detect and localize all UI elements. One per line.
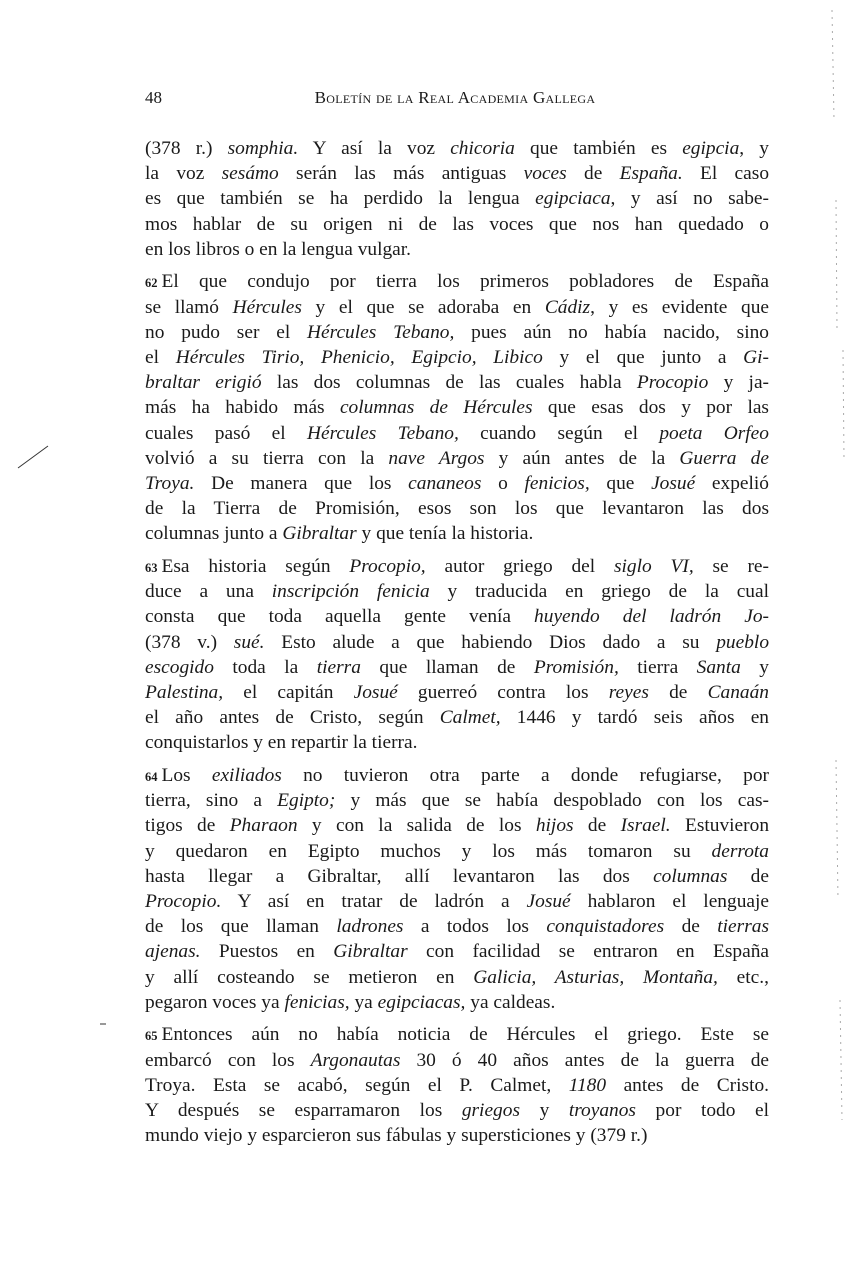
text-run: expelió [695, 472, 770, 494]
text-line [145, 630, 769, 655]
text-run: Puestos en [200, 941, 334, 963]
text-line [145, 730, 769, 755]
text-line [145, 813, 769, 838]
text-run: de [727, 865, 769, 887]
italic-text: ajenas. [145, 941, 201, 963]
text-run: El caso [682, 163, 770, 185]
text-run: y más que se había despoblado con los cas- [335, 790, 769, 812]
italic-text: chicoria [450, 138, 515, 159]
text-run: en los libros o en la lengua vulgar. [145, 238, 412, 260]
text-run: ya caldeas. [465, 991, 556, 1013]
italic-text: Galicia, Asturias, Montaña, [473, 966, 718, 988]
text-run: y con la salida de los [297, 815, 536, 837]
text-line [145, 839, 769, 864]
text-line [145, 212, 769, 237]
text-line [145, 1073, 769, 1098]
text-line [145, 370, 769, 395]
text-line [145, 471, 769, 496]
italic-text: pueblo [716, 631, 770, 653]
text-run: conquistarlos y en repartir la tierra. [145, 732, 418, 754]
text-run: que [589, 472, 652, 494]
text-run: de [566, 163, 620, 185]
text-run: no pudo ser el [145, 321, 308, 343]
text-run: etc., [717, 966, 769, 988]
italic-text: Egipto; [277, 790, 336, 812]
text-run: pegaron voces ya [145, 991, 285, 1013]
text-run: El que condujo por tierra los primeros pobladores de España [161, 271, 769, 293]
text-run: duce a una [145, 581, 272, 603]
italic-text: España. [619, 163, 683, 185]
italic-text: fenicias, [284, 991, 350, 1013]
text-run: y [520, 1099, 569, 1121]
italic-text: Procopio, [349, 556, 426, 577]
italic-text: hijos [535, 815, 574, 837]
text-line [145, 1098, 769, 1123]
italic-text: Israel. [620, 815, 671, 837]
text-run: pues aún no había nacido, sino [454, 321, 769, 343]
text-run: antes de Cristo. [606, 1074, 769, 1096]
italic-text: cananeos [408, 472, 482, 494]
text-run: 30 ó 40 años antes de la guerra de [400, 1049, 769, 1071]
text-run: consta que toda aquella gente venía [145, 606, 535, 628]
italic-text: Hércules Tebano, [307, 321, 455, 343]
scan-edge-speckle [832, 10, 844, 1120]
text-run: Los [161, 765, 212, 786]
text-run: y allí costeando se metieron en [145, 966, 474, 988]
text-line [145, 186, 769, 211]
italic-text: Cádiz [544, 296, 591, 318]
text-run: embarcó con los [145, 1049, 311, 1071]
text-run: el capitán [223, 681, 354, 703]
text-run: o [481, 472, 525, 494]
text-run: de la Tierra de Promisión, esos son los que levantaron las dos [145, 498, 769, 520]
paragraph-number: 62 [145, 276, 158, 291]
text-line [145, 521, 769, 546]
paragraph-number: 63 [145, 561, 158, 575]
text-line [145, 554, 769, 579]
italic-text: Procopio [636, 372, 709, 394]
italic-text: huyendo del ladrón Jo- [534, 606, 769, 628]
text-line [145, 320, 769, 345]
italic-text: somphia. [227, 138, 299, 159]
italic-text: troyanos [568, 1099, 636, 1121]
text-line [145, 1022, 769, 1047]
paragraph [145, 763, 769, 1015]
italic-text: Calmet, [439, 707, 501, 729]
italic-text: Pharaon [229, 815, 298, 837]
text-run: de los que llaman [145, 916, 337, 938]
text-run: De manera que los [194, 472, 409, 494]
italic-text: Hércules Tirio, Phenicio, Egipcio, Libico [175, 347, 543, 368]
text-line [145, 421, 769, 446]
text-run: (378 v.) [145, 631, 234, 653]
italic-text: sué. [233, 631, 265, 653]
text-line [145, 763, 769, 788]
text-run: Y así la voz [298, 138, 451, 159]
text-line [145, 914, 769, 939]
text-run: hasta llegar a Gibraltar, allí levantaron las dos [145, 865, 654, 887]
text-run: por todo el [635, 1099, 769, 1121]
text-line [145, 604, 769, 629]
italic-text: egipcia [682, 138, 740, 159]
italic-text: sesámo [221, 163, 279, 185]
text-run: toda la [213, 656, 317, 678]
text-line [145, 496, 769, 521]
text-line [145, 864, 769, 889]
italic-text: voces [523, 163, 567, 185]
pencil-mark [18, 446, 48, 468]
paragraph-number: 64 [145, 770, 158, 784]
italic-text: columnas de Hércules [339, 397, 533, 419]
text-run: guerreó contra los [397, 681, 609, 703]
text-run: serán las más antiguas [278, 163, 524, 185]
text-run: a todos los [403, 916, 547, 938]
italic-text: Santa [696, 656, 741, 678]
text-line [145, 446, 769, 471]
page-number: 48 [145, 88, 162, 107]
italic-text: Guerra de [679, 447, 769, 469]
italic-text: egipciacas, [377, 991, 466, 1013]
text-run: (378 r.) [145, 138, 228, 159]
italic-text: Josué [651, 472, 696, 494]
text-run: Y así en tratar de ladrón a [221, 890, 527, 912]
text-line [145, 655, 769, 680]
italic-text: Josué [526, 890, 571, 912]
text-run: cuando según el [458, 422, 660, 444]
text-line [145, 680, 769, 705]
italic-text: 1180 [568, 1074, 607, 1096]
text-run: de [648, 681, 708, 703]
text-run: columnas junto a [145, 523, 283, 545]
text-run: y ja- [708, 372, 770, 394]
text-line [145, 395, 769, 420]
body-text [145, 136, 769, 1156]
text-run: más ha habido más [145, 397, 340, 419]
italic-text: Gibraltar [333, 941, 408, 963]
italic-text: Gi- [743, 347, 770, 368]
text-line [145, 579, 769, 604]
running-header: Boletín de la Real Academia Gallega [314, 88, 596, 107]
italic-text: ladrones [336, 916, 404, 938]
text-line [145, 1123, 769, 1148]
italic-text: Canaán [707, 681, 770, 703]
italic-text: Josué [353, 681, 398, 703]
text-run: , y es evidente que [590, 296, 770, 318]
text-line [145, 939, 769, 964]
paragraph [145, 269, 769, 546]
paragraph [145, 1022, 769, 1148]
text-run: cuales pasó el [145, 422, 307, 444]
text-run: con facilidad se entraron en España [407, 941, 769, 963]
text-run: y aún antes de la [484, 447, 680, 469]
italic-text: Palestina, [145, 681, 224, 703]
italic-text: tierras [717, 916, 769, 938]
text-run: y el que junto a [542, 347, 744, 368]
text-run: Esto alude a que habiendo Dios dado a su [264, 631, 717, 653]
text-run: hablaron el lenguaje [570, 890, 769, 912]
text-run: , y [739, 138, 769, 159]
text-run: el año antes de Cristo, según [145, 707, 440, 729]
paragraph-number: 65 [145, 1029, 158, 1044]
text-run: se re- [693, 556, 769, 577]
italic-text: columnas [653, 865, 728, 887]
text-run: Estuvieron [670, 815, 770, 837]
text-run: que llaman de [360, 656, 534, 678]
text-run: 1446 y tardó seis años en [500, 707, 769, 729]
text-run: ya [349, 991, 378, 1013]
italic-text: Gibraltar [282, 523, 357, 545]
text-run: se llamó [145, 296, 233, 318]
italic-text: poeta Orfeo [659, 422, 769, 444]
text-run: mos hablar de su origen ni de las voces que nos han quedado o [145, 213, 769, 235]
text-run: mundo viejo y esparcieron sus fábulas y supersticiones y (379 r.) [145, 1125, 648, 1147]
text-line [145, 1048, 769, 1073]
italic-text: Procopio. [145, 890, 222, 912]
text-line [145, 237, 769, 262]
text-run: de [573, 815, 621, 837]
text-run: el [145, 347, 176, 368]
italic-text: Troya. [145, 472, 195, 494]
italic-text: Promisión, [533, 656, 619, 678]
text-line [145, 965, 769, 990]
text-line [145, 705, 769, 730]
italic-text: escogido [145, 656, 214, 678]
text-line [145, 161, 769, 186]
text-run: y traducida en griego de la cual [429, 581, 769, 603]
text-run: autor griego del [425, 556, 614, 577]
italic-text: conquistadores [546, 916, 665, 938]
italic-text: tierra [316, 656, 361, 678]
italic-text: derrota [711, 840, 769, 862]
text-line [145, 788, 769, 813]
italic-text: Hércules Tebano, [306, 422, 459, 444]
text-run: no tuvieron otra parte a donde refugiarse, por [281, 765, 769, 786]
text-run: que esas dos y por las [532, 397, 769, 419]
text-run: volvió a su tierra con la [145, 447, 389, 469]
italic-text: braltar erigió [145, 372, 262, 394]
text-run: que también es [514, 138, 683, 159]
text-run: tigos de [145, 815, 230, 837]
text-run: y que tenía la historia. [356, 523, 534, 545]
italic-text: griegos [461, 1099, 520, 1121]
italic-text: siglo VI, [614, 556, 694, 577]
text-run: tierra [618, 656, 697, 678]
text-run: la voz [145, 163, 222, 185]
paragraph [145, 136, 769, 262]
text-line [145, 889, 769, 914]
italic-text: egipciaca [535, 188, 611, 210]
text-run: Y después se esparramaron los [145, 1099, 462, 1121]
text-line [145, 345, 769, 370]
text-line [145, 990, 769, 1015]
italic-text: exiliados [211, 765, 282, 786]
italic-text: reyes [608, 681, 649, 703]
text-run: Esa historia según [161, 556, 350, 577]
italic-text: inscripción fenicia [271, 581, 430, 603]
italic-text: nave Argos [388, 447, 485, 469]
text-run: y el que se adoraba en [301, 296, 545, 318]
text-line [145, 295, 769, 320]
text-run: y [740, 656, 769, 678]
text-run: y quedaron en Egipto muchos y los más tomaron su [145, 840, 712, 862]
italic-text: fenicios, [524, 472, 590, 494]
text-run: las dos columnas de las cuales habla [261, 372, 637, 394]
text-run: tierra, sino a [145, 790, 278, 812]
paragraph [145, 554, 769, 756]
italic-text: Hércules [232, 296, 302, 318]
text-run: Entonces aún no había noticia de Hércules el griego. Este se [161, 1024, 769, 1046]
text-run: , y así no sabe- [610, 188, 769, 210]
text-run: es que también se ha perdido la lengua [145, 188, 536, 210]
text-run: de [664, 916, 718, 938]
text-line [145, 269, 769, 294]
italic-text: Argonautas [310, 1049, 401, 1071]
text-line [145, 136, 769, 161]
text-run: Troya. Esta se acabó, según el P. Calmet, [145, 1074, 569, 1096]
